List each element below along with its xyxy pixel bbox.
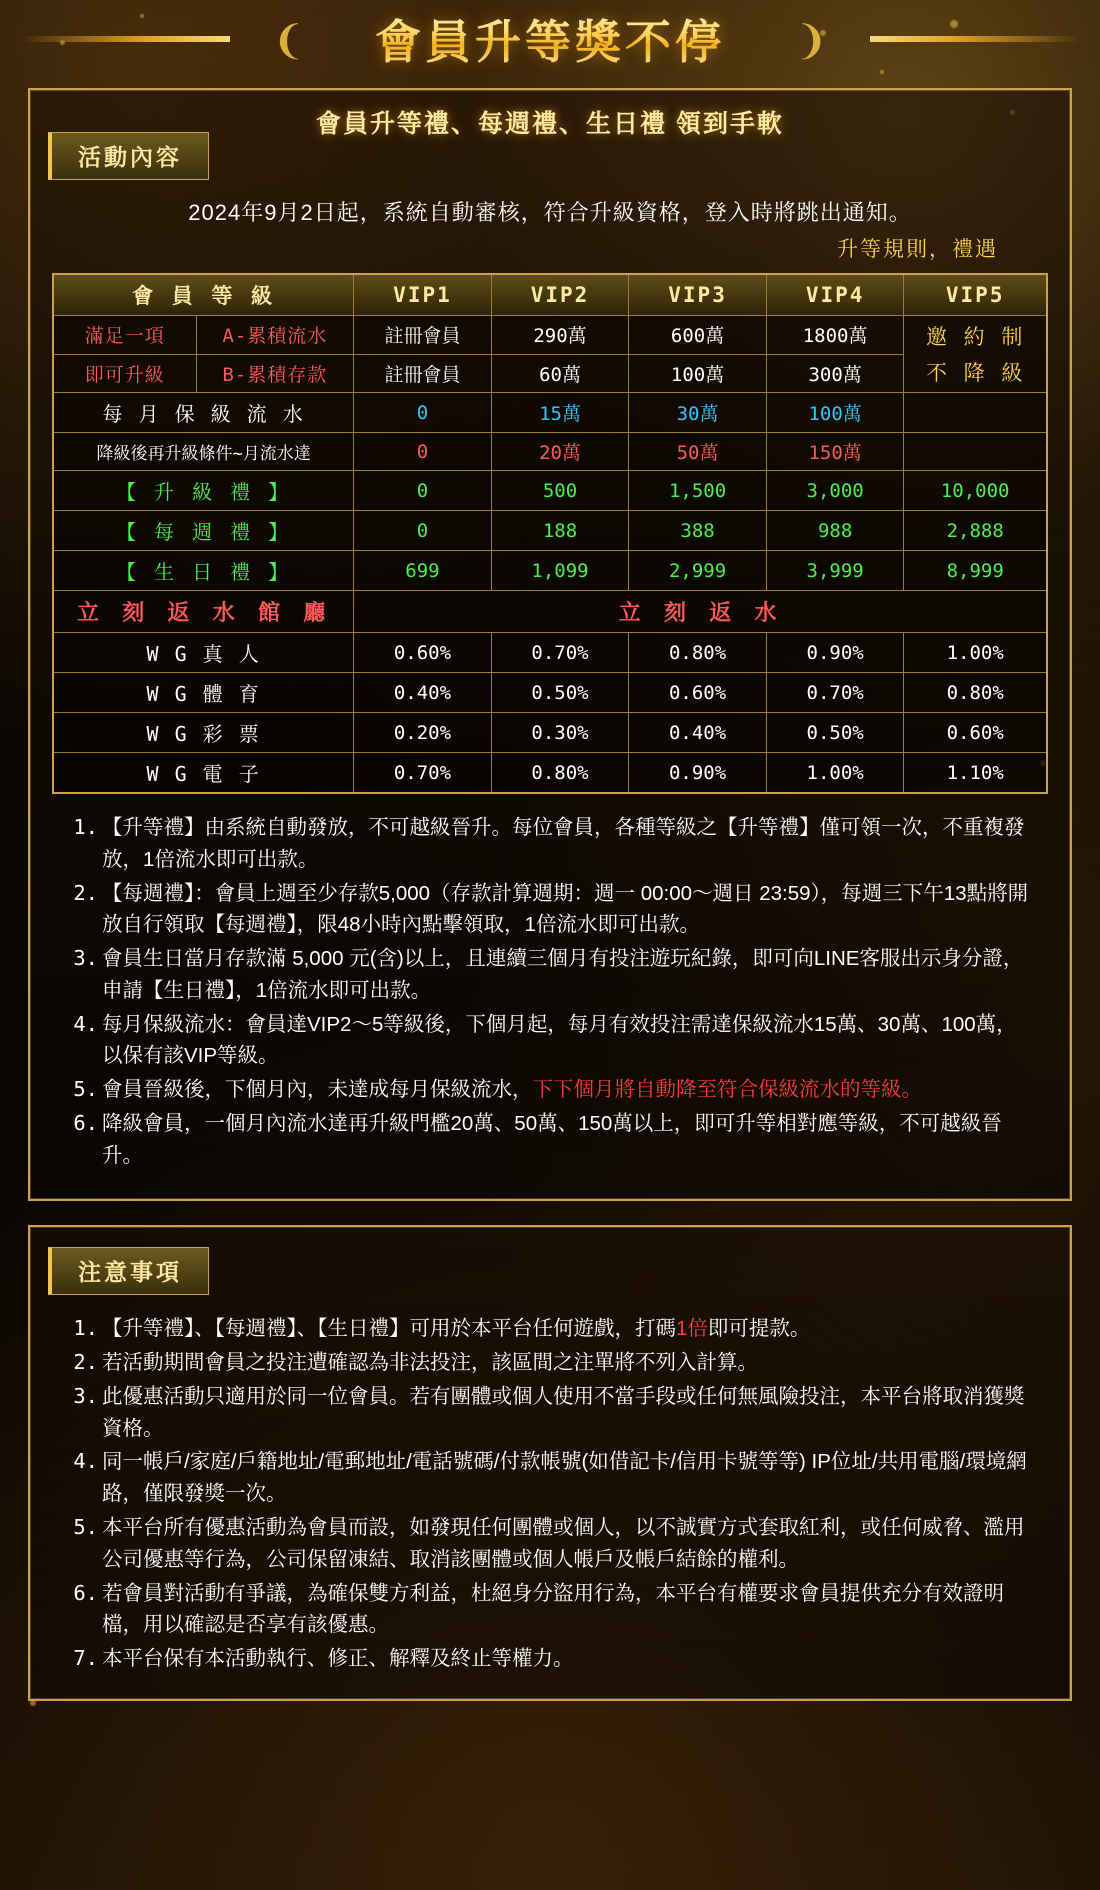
activity-tag-wrap — [30, 124, 1070, 180]
row-label-condition-a: 滿足一項 — [53, 316, 196, 355]
list-item-text: 此優惠活動只適用於同一位會員。若有團體或個人使用不當手段或任何無風險投注，本平台將取消獲獎資格。 — [102, 1384, 1025, 1440]
table-header-vip1: VIP1 — [354, 274, 492, 316]
activity-frame — [28, 88, 1072, 1201]
cell-vip5-invite — [904, 316, 1047, 393]
list-item — [64, 1643, 1036, 1675]
list-item — [64, 1074, 1036, 1106]
page-title: 會員升等獎不停 — [0, 6, 1100, 72]
table-row — [53, 316, 1047, 355]
row-label-turnover: A-累積流水 — [196, 316, 354, 355]
rebate-label-sports: W G 體 育 — [53, 673, 354, 713]
rebate-slots-vip5: 1.10% — [904, 753, 1047, 794]
cell-monthly-vip5 — [904, 393, 1047, 433]
notice-text-highlight: 1倍 — [676, 1317, 708, 1341]
vip5-invite-label: 邀 約 制 — [926, 325, 1025, 349]
cell-upgrade-vip5: 10,000 — [904, 471, 1047, 511]
rebate-label-live: W G 真 人 — [53, 633, 354, 673]
list-item-text: 若活動期間會員之投注遭確認為非法投注，該區間之注單將不列入計算。 — [102, 1351, 758, 1375]
table-row — [53, 433, 1047, 471]
cell-birthday-vip5: 8,999 — [904, 551, 1047, 591]
rebate-header-row — [53, 591, 1047, 633]
cell-a-vip4: 1800萬 — [766, 316, 904, 355]
rebate-label-lottery: W G 彩 票 — [53, 713, 354, 753]
rebate-sports-vip2: 0.50% — [491, 673, 629, 713]
cell-birthday-vip1: 699 — [354, 551, 492, 591]
list-item-number: 2. — [73, 880, 98, 905]
cell-weekly-vip5: 2,888 — [904, 511, 1047, 551]
cell-weekly-vip2: 188 — [491, 511, 629, 551]
list-item — [64, 1446, 1036, 1510]
table-row — [53, 354, 1047, 393]
sparkle-decoration — [30, 1700, 36, 1706]
list-item — [64, 1009, 1036, 1073]
rebate-sports-vip1: 0.40% — [354, 673, 492, 713]
table-row — [53, 673, 1047, 713]
notice-tag-wrap — [30, 1239, 1070, 1295]
cell-reupgrade-vip4: 150萬 — [766, 433, 904, 471]
section-tag-activity: 活動內容 — [48, 132, 209, 180]
cell-a-vip1: 註冊會員 — [354, 316, 492, 355]
banner — [0, 0, 1100, 88]
rebate-slots-vip1: 0.70% — [354, 753, 492, 794]
cell-b-vip3: 100萬 — [629, 354, 767, 393]
row-label-monthly-turnover: 每 月 保 級 流 水 — [53, 393, 354, 433]
list-item — [64, 1381, 1036, 1445]
cell-upgrade-vip4: 3,000 — [766, 471, 904, 511]
list-item — [64, 1578, 1036, 1642]
rebate-slots-vip2: 0.80% — [491, 753, 629, 794]
rebate-lottery-vip2: 0.30% — [491, 713, 629, 753]
cell-reupgrade-vip5 — [904, 433, 1047, 471]
rebate-lottery-vip5: 0.60% — [904, 713, 1047, 753]
cell-reupgrade-vip1: 0 — [354, 433, 492, 471]
cell-weekly-vip3: 388 — [629, 511, 767, 551]
cell-b-vip4: 300萬 — [766, 354, 904, 393]
cell-upgrade-vip3: 1,500 — [629, 471, 767, 511]
table-header-vip5: VIP5 — [904, 274, 1047, 316]
cell-birthday-vip2: 1,099 — [491, 551, 629, 591]
notice-list — [64, 1313, 1036, 1674]
list-item — [64, 878, 1036, 942]
table-row — [53, 511, 1047, 551]
list-item — [64, 812, 1036, 876]
rebate-slots-vip4: 1.00% — [766, 753, 904, 794]
table-row — [53, 753, 1047, 794]
table-row — [53, 633, 1047, 673]
cell-monthly-vip1: 0 — [354, 393, 492, 433]
list-item-number: 3. — [73, 946, 98, 971]
row-label-birthday-gift: 【 生 日 禮 】 — [53, 551, 354, 591]
list-item-text — [102, 1313, 1036, 1345]
cell-a-vip2: 290萬 — [491, 316, 629, 355]
list-item-text: 會員生日當月存款滿 5,000 元(含)以上，且連續三個月有投注遊玩紀錄，即可向LINE客服出示身分證，申請【生日禮】，1倍流水即可出款。 — [102, 947, 1024, 1002]
cell-upgrade-vip1: 0 — [354, 471, 492, 511]
rebate-live-vip4: 0.90% — [766, 633, 904, 673]
list-item-text: 本平台所有優惠活動為會員而設，如發現任何團體或個人，以不誠實方式套取紅利，或任何威脅、濫用公司優惠等行為，公司保留凍結、取消該團體或個人帳戶及帳戶結餘的權利。 — [102, 1516, 1025, 1571]
list-item-number: 5. — [73, 1077, 98, 1102]
cell-reupgrade-vip2: 20萬 — [491, 433, 629, 471]
list-item-number: 4. — [73, 1449, 98, 1474]
list-item — [64, 943, 1036, 1007]
list-item-text: 若會員對活動有爭議，為確保雙方利益，杜絕身分盜用行為，本平台有權要求會員提供充分有效證明檔，用以確認是否享有該優惠。 — [102, 1581, 1004, 1637]
list-item-text — [102, 1074, 1036, 1106]
rebate-lottery-vip3: 0.40% — [629, 713, 767, 753]
rebate-sports-vip3: 0.60% — [629, 673, 767, 713]
rebate-header-left: 立 刻 返 水 館 廳 — [53, 591, 354, 633]
vip-table — [52, 273, 1048, 794]
table-row — [53, 713, 1047, 753]
rebate-live-vip5: 1.00% — [904, 633, 1047, 673]
list-item-number: 5. — [73, 1515, 98, 1540]
table-header-row — [53, 274, 1047, 316]
list-item-text: 同一帳戶/家庭/戶籍地址/電郵地址/電話號碼/付款帳號(如借記卡/信用卡號等等) IP位址/共用電腦/環境網路，僅限發獎一次。 — [102, 1450, 1027, 1506]
row-label-deposit: B-累積存款 — [196, 354, 354, 393]
list-item — [64, 1313, 1036, 1345]
list-item — [64, 1347, 1036, 1379]
list-item-text: 【每週禮】：會員上週至少存款5,000（存款計算週期：週一 00:00～週日 23:59），每週三下午13點將開放自行領取【每週禮】，限48小時內點擊領取，1倍流水即可出款。 — [102, 881, 1029, 937]
table-row — [53, 393, 1047, 433]
list-item-text: 每月保級流水：會員達VIP2～5等級後，下個月起，每月有效投注需達保級流水15萬、30萬、100萬，以保有該VIP等級。 — [102, 1012, 1017, 1068]
table-header-vip4: VIP4 — [766, 274, 904, 316]
list-item-text: 降級會員，一個月內流水達再升級門檻20萬、50萬、150萬以上，即可升等相對應等級，不可越級晉升。 — [102, 1111, 1002, 1167]
list-item-number: 2. — [73, 1350, 98, 1375]
table-row — [53, 551, 1047, 591]
rebate-lottery-vip1: 0.20% — [354, 713, 492, 753]
cell-birthday-vip3: 2,999 — [629, 551, 767, 591]
notice-text-pre: 【升等禮】、【每週禮】、【生日禮】可用於本平台任何遊戲，打碼 — [102, 1317, 676, 1341]
rebate-live-vip3: 0.80% — [629, 633, 767, 673]
row-label-reupgrade: 降級後再升級條件~月流水達 — [53, 433, 354, 471]
rebate-sports-vip5: 0.80% — [904, 673, 1047, 713]
rebate-label-slots: W G 電 子 — [53, 753, 354, 794]
list-item-text-highlight: 下下個月將自動降至符合保級流水的等級。 — [532, 1078, 922, 1102]
notice-frame — [28, 1225, 1072, 1700]
notice-text-post: 即可提款。 — [707, 1317, 811, 1341]
list-item-number: 1. — [73, 815, 98, 839]
row-label-condition-b: 即可升級 — [53, 354, 196, 393]
table-row — [53, 471, 1047, 511]
activity-intro: 2024年9月2日起，系統自動審核，符合升級資格，登入時將跳出通知。 — [188, 200, 912, 225]
table-header-vip3: VIP3 — [629, 274, 767, 316]
cell-monthly-vip2: 15萬 — [491, 393, 629, 433]
cell-reupgrade-vip3: 50萬 — [629, 433, 767, 471]
rebate-lottery-vip4: 0.50% — [766, 713, 904, 753]
table-header-level: 會 員 等 級 — [53, 274, 354, 316]
list-item-text: 本平台保有本活動執行、修正、解釋及終止等權力。 — [102, 1647, 574, 1671]
banner-subtitle: 會員升等禮、每週禮、生日禮 領到手軟 — [316, 110, 784, 138]
list-item-number: 3. — [73, 1383, 98, 1408]
rebate-sports-vip4: 0.70% — [766, 673, 904, 713]
table-header-vip2: VIP2 — [491, 274, 629, 316]
vip5-no-demote-label: 不 降 級 — [926, 361, 1025, 385]
row-label-weekly-gift: 【 每 週 禮 】 — [53, 511, 354, 551]
cell-b-vip1: 註冊會員 — [354, 354, 492, 393]
cell-weekly-vip1: 0 — [354, 511, 492, 551]
cell-monthly-vip4: 100萬 — [766, 393, 904, 433]
rebate-live-vip1: 0.60% — [354, 633, 492, 673]
cell-b-vip2: 60萬 — [491, 354, 629, 393]
cell-weekly-vip4: 988 — [766, 511, 904, 551]
cell-upgrade-vip2: 500 — [491, 471, 629, 511]
rebate-live-vip2: 0.70% — [491, 633, 629, 673]
cell-birthday-vip4: 3,999 — [766, 551, 904, 591]
list-item-text-plain: 會員晉級後，下個月內，未達成每月保級流水， — [102, 1078, 533, 1102]
section-tag-notice: 注意事項 — [48, 1247, 209, 1295]
rule-hint: 升等規則，禮遇 — [837, 238, 998, 261]
rebate-slots-vip3: 0.90% — [629, 753, 767, 794]
list-item-number: 6. — [73, 1580, 98, 1605]
list-item — [64, 1512, 1036, 1576]
rebate-header-right: 立 刻 返 水 — [354, 591, 1047, 633]
list-item-number: 6. — [73, 1110, 98, 1135]
row-label-upgrade-gift: 【 升 級 禮 】 — [53, 471, 354, 511]
cell-a-vip3: 600萬 — [629, 316, 767, 355]
list-item-number: 7. — [73, 1646, 98, 1671]
vip-table-wrap — [52, 273, 1048, 794]
list-item — [64, 1108, 1036, 1172]
activity-notes-list — [64, 812, 1036, 1171]
cell-monthly-vip3: 30萬 — [629, 393, 767, 433]
list-item-text: 【升等禮】由系統自動發放，不可越級晉升。每位會員，各種等級之【升等禮】僅可領一次，不重複發放，1倍流水即可出款。 — [102, 816, 1025, 871]
list-item-number: 1. — [73, 1316, 98, 1341]
list-item-number: 4. — [73, 1011, 98, 1036]
